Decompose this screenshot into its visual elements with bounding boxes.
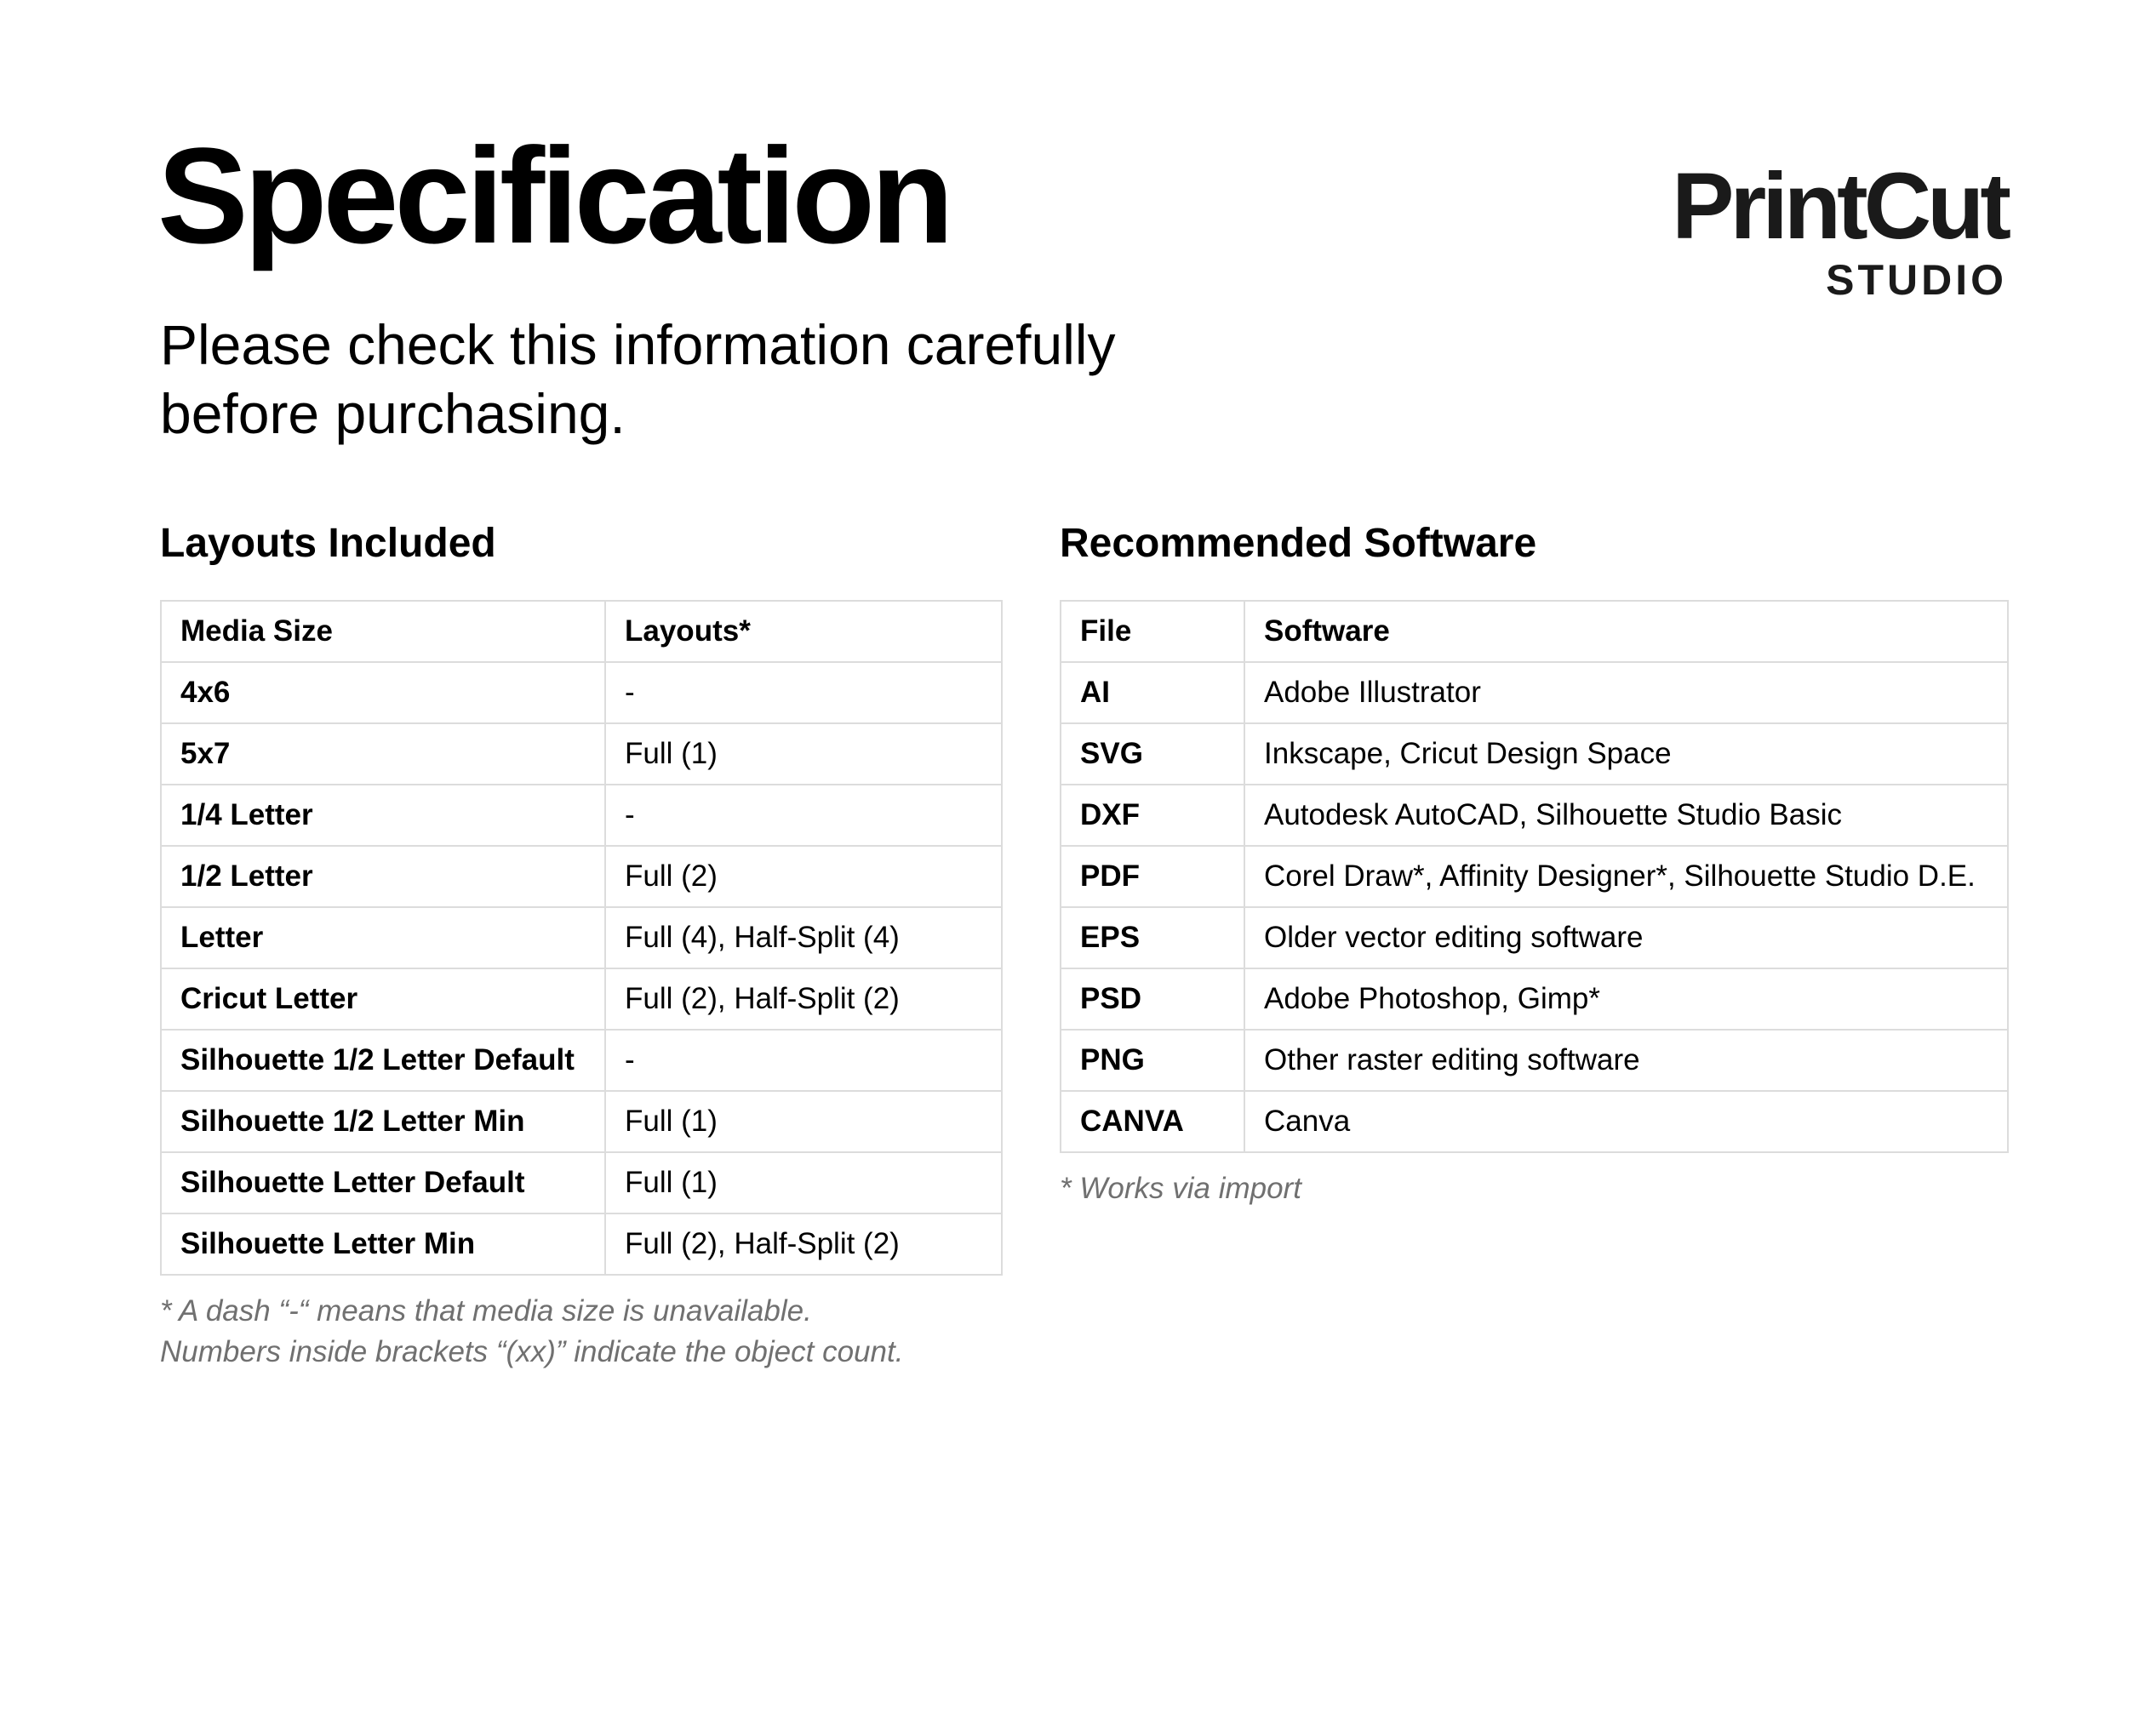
software-cell: Adobe Photoshop, Gimp* [1244,968,2008,1030]
table-row [1061,1030,2008,1091]
table-row [161,968,1002,1030]
media-size-cell: 5x7 [161,723,605,785]
layouts-footnote [160,1291,1003,1373]
software-cell: Autodesk AutoCAD, Silhouette Studio Basic [1244,785,2008,846]
table-row [161,662,1002,723]
column-header-software: Software [1244,601,2008,662]
software-cell: Other raster editing software [1244,1030,2008,1091]
file-type-cell: DXF [1061,785,1244,846]
layouts-heading: Layouts Included [160,521,496,566]
footnote-line: Numbers inside brackets “(xx)” indicate the object count. [160,1335,904,1368]
footnote-line: * A dash “-“ means that media size is unavailable. [160,1294,812,1328]
table-header-row [1061,601,2008,662]
column-header-media-size: Media Size [161,601,605,662]
media-size-cell: 4x6 [161,662,605,723]
layouts-cell: - [605,1030,1002,1091]
table-row [1061,846,2008,907]
table-row [1061,968,2008,1030]
logo-submark: STUDIO [1826,256,2007,304]
table-row [161,1152,1002,1213]
table-row [1061,723,2008,785]
table-header-row [161,601,1002,662]
layouts-cell: - [605,662,1002,723]
media-size-cell: Silhouette 1/2 Letter Min [161,1091,605,1152]
layouts-cell: Full (1) [605,1152,1002,1213]
table-row [161,785,1002,846]
software-cell: Older vector editing software [1244,907,2008,968]
software-cell: Inkscape, Cricut Design Space [1244,723,2008,785]
table-row [161,1213,1002,1275]
media-size-cell: 1/2 Letter [161,846,605,907]
layouts-cell: Full (4), Half-Split (4) [605,907,1002,968]
logo-wordmark: PrintCut [1672,154,2007,259]
table-row [1061,1091,2008,1152]
media-size-cell: 1/4 Letter [161,785,605,846]
software-footnote: * Works via import [1060,1172,1301,1205]
page-subtitle [160,311,1267,448]
media-size-cell: Silhouette 1/2 Letter Default [161,1030,605,1091]
table-row [161,1091,1002,1152]
software-cell: Canva [1244,1091,2008,1152]
table-row [161,723,1002,785]
file-type-cell: PDF [1061,846,1244,907]
layouts-section [160,523,1003,1373]
media-size-cell: Silhouette Letter Min [161,1213,605,1275]
column-header-file: File [1061,601,1244,662]
subtitle-line: Please check this information carefully [160,313,1116,376]
layouts-cell: Full (2), Half-Split (2) [605,1213,1002,1275]
table-row [1061,785,2008,846]
software-cell: Adobe Illustrator [1244,662,2008,723]
table-row [161,846,1002,907]
subtitle-line: before purchasing. [160,382,626,445]
media-size-cell: Letter [161,907,605,968]
file-type-cell: PNG [1061,1030,1244,1091]
column-header-layouts: Layouts* [605,601,1002,662]
file-type-cell: AI [1061,662,1244,723]
file-type-cell: SVG [1061,723,1244,785]
software-table [1060,600,2009,1153]
table-row [1061,907,2008,968]
layouts-cell: Full (2) [605,846,1002,907]
media-size-cell: Cricut Letter [161,968,605,1030]
brand-logo [1672,154,2007,304]
layouts-cell: - [605,785,1002,846]
layouts-cell: Full (1) [605,1091,1002,1152]
software-cell: Corel Draw*, Affinity Designer*, Silhouette Studio D.E. [1244,846,2008,907]
file-type-cell: EPS [1061,907,1244,968]
file-type-cell: PSD [1061,968,1244,1030]
layouts-table [160,600,1003,1276]
file-type-cell: CANVA [1061,1091,1244,1152]
layouts-cell: Full (2), Half-Split (2) [605,968,1002,1030]
software-heading: Recommended Software [1060,521,1537,566]
page-title: Specification [157,119,950,271]
media-size-cell: Silhouette Letter Default [161,1152,605,1213]
table-row [161,1030,1002,1091]
software-section [1060,523,2009,1209]
layouts-cell: Full (1) [605,723,1002,785]
table-row [161,907,1002,968]
table-row [1061,662,2008,723]
